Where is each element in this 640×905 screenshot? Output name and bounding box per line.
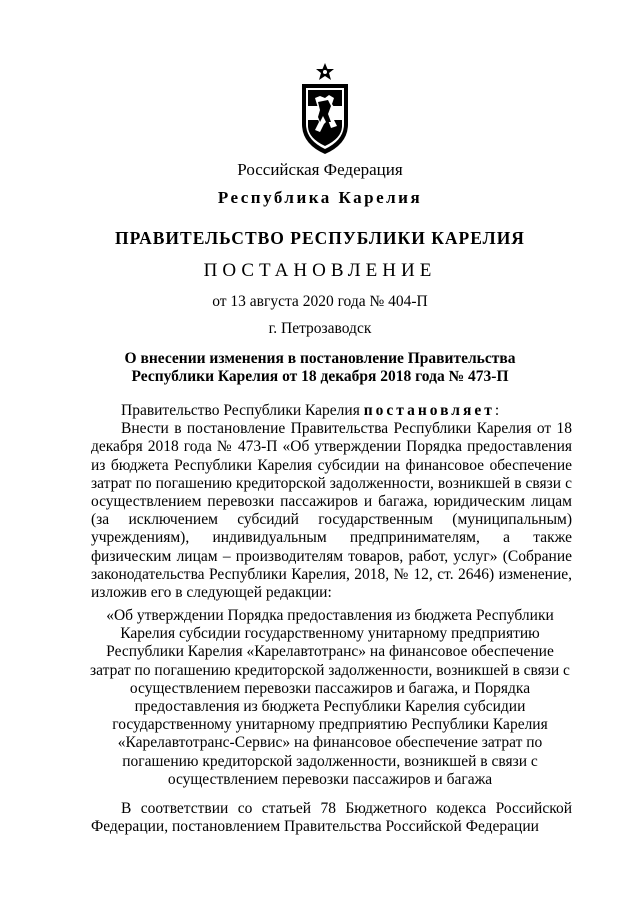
body-text-2 (91, 800, 572, 836)
body-text (91, 402, 572, 602)
document-subject (60, 350, 580, 386)
republic-name: Республика Карелия (217, 188, 423, 207)
subject-line-1: О внесении изменения в постановление Правительства (124, 350, 516, 367)
intro-colon: : (494, 402, 500, 419)
document-type: ПОСТАНОВЛЕНИЕ (203, 260, 437, 281)
quoted-title: «Об утверждении Порядка предоставления из бюджета Республики Карелия субсидии государственному унитарному предприятию Республики Карелия «Карелавтотранс» на финансовое обеспечение затрат по погашению кредиторской задолженности, возникшей в связи с осуществлением перевозки пассажиров и багажа, и Порядка предоставления из бюджета Республики Карелия субсидии государственному унитарному предприятию Республики Карелия «Карелавтотранс-Сервис» на финансовое обеспечение затрат по погашению кредиторской задолженности, возникшей в связи с осуществлением перевозки пассажиров и багажа (90, 607, 570, 788)
intro-decides: постановляет (363, 402, 495, 419)
country-name: Российская Федерация (237, 160, 403, 179)
intro-plain: Правительство Республики Карелия (121, 402, 364, 419)
document-city: г. Петрозаводск (268, 320, 372, 337)
intro-line (91, 402, 572, 420)
document-date: от 13 августа 2020 года № 404-П (212, 293, 428, 310)
subject-line-2: Республики Карелия от 18 декабря 2018 года № 473-П (131, 368, 509, 385)
government-title: ПРАВИТЕЛЬСТВО РЕСПУБЛИКИ КАРЕЛИЯ (115, 228, 525, 248)
paragraph-basis: В соответствии со статьей 78 Бюджетного кодекса Российской Федерации, постановлением Правительства Российской Федерации (91, 800, 572, 836)
karelia-coat-of-arms-icon (298, 62, 352, 156)
paragraph-amendment: Внести в постановление Правительства Республики Карелия от 18 декабря 2018 года № 473-П «Об утверждении Порядка предоставления из бюджета Республики Карелия субсидии на финансовое обеспечение затрат по погашению кредиторской задолженности, возникшей в связи с осуществлением перевозки пассажиров и багажа, юридическим лицам (за исключением субсидий государственным (муниципальным) учреждениям), индивидуальным предпринимателям, а также физическим лицам – производителям товаров, работ, услуг» (Собрание законодательства Республики Карелия, 2018, № 12, ст. 2646) изменение, изложив его в следующей редакции: (91, 420, 572, 602)
